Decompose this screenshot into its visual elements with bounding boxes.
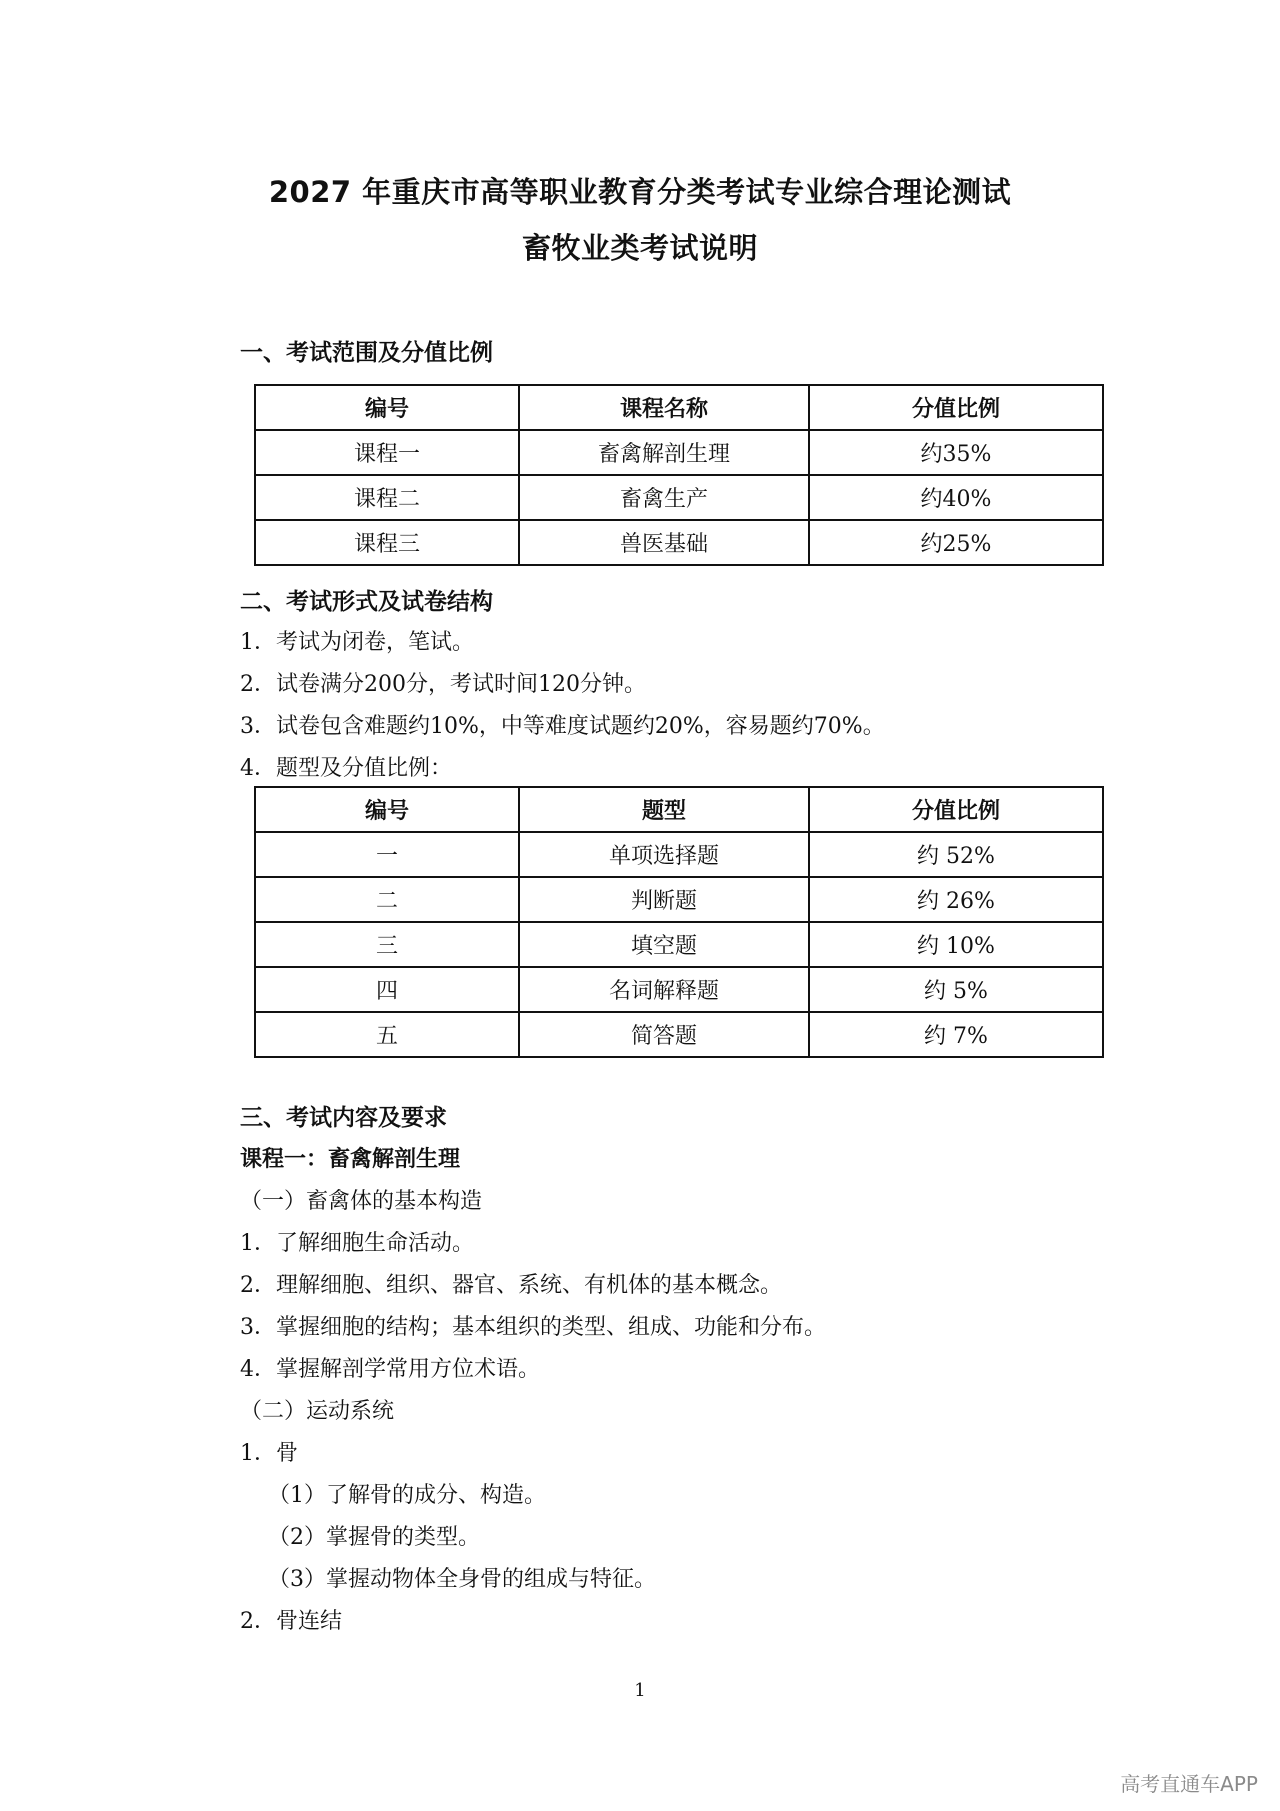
table-row bbox=[255, 967, 1103, 1012]
table-cell: 约25% bbox=[809, 520, 1103, 565]
table-header-cell: 编号 bbox=[255, 787, 519, 832]
sub-list-item: （3）掌握动物体全身骨的组成与特征。 bbox=[268, 1567, 656, 1592]
table-cell: 判断题 bbox=[519, 877, 809, 922]
page-number: 1 bbox=[634, 1680, 646, 1701]
table-row bbox=[255, 922, 1103, 967]
table-row bbox=[255, 832, 1103, 877]
table-header-cell: 题型 bbox=[519, 787, 809, 832]
app-watermark: 高考直通车APP bbox=[1120, 1772, 1258, 1796]
table-cell: 畜禽解剖生理 bbox=[519, 430, 809, 475]
table-cell: 课程三 bbox=[255, 520, 519, 565]
table-header-cell: 分值比例 bbox=[809, 385, 1103, 430]
list-item: 1．了解细胞生命活动。 bbox=[240, 1231, 474, 1256]
sub-list-item: （2）掌握骨的类型。 bbox=[268, 1525, 480, 1550]
table-row bbox=[255, 520, 1103, 565]
table-cell: 约 26% bbox=[809, 877, 1103, 922]
table-cell: 约 10% bbox=[809, 922, 1103, 967]
table-header-row bbox=[255, 787, 1103, 832]
list-item: 3．掌握细胞的结构；基本组织的类型、组成、功能和分布。 bbox=[240, 1315, 826, 1340]
section-heading-format: 二、考试形式及试卷结构 bbox=[240, 589, 493, 615]
table-header-cell: 编号 bbox=[255, 385, 519, 430]
section-heading-scope: 一、考试范围及分值比例 bbox=[240, 340, 493, 366]
list-item: 1．考试为闭卷，笔试。 bbox=[240, 630, 474, 655]
question-type-table bbox=[254, 786, 1104, 1058]
table-cell: 课程一 bbox=[255, 430, 519, 475]
table-cell: 畜禽生产 bbox=[519, 475, 809, 520]
document-subtitle: 畜牧业类考试说明 bbox=[521, 231, 758, 265]
table-cell: 名词解释题 bbox=[519, 967, 809, 1012]
table-cell: 兽医基础 bbox=[519, 520, 809, 565]
table-cell: 三 bbox=[255, 922, 519, 967]
table-header-cell: 课程名称 bbox=[519, 385, 809, 430]
section-heading-content: 三、考试内容及要求 bbox=[240, 1105, 447, 1131]
table-header-cell: 分值比例 bbox=[809, 787, 1103, 832]
table-header-row bbox=[255, 385, 1103, 430]
table-cell: 约35% bbox=[809, 430, 1103, 475]
table-cell: 约 5% bbox=[809, 967, 1103, 1012]
table-cell: 填空题 bbox=[519, 922, 809, 967]
table-cell: 二 bbox=[255, 877, 519, 922]
table-row bbox=[255, 475, 1103, 520]
subsection-heading: （一）畜禽体的基本构造 bbox=[240, 1189, 483, 1214]
course-score-table bbox=[254, 384, 1104, 566]
table-cell: 单项选择题 bbox=[519, 832, 809, 877]
table-row bbox=[255, 1012, 1103, 1057]
sub-list-item: （1）了解骨的成分、构造。 bbox=[268, 1483, 546, 1508]
subsection-heading: （二）运动系统 bbox=[240, 1399, 395, 1424]
table-cell: 约 7% bbox=[809, 1012, 1103, 1057]
table-cell: 五 bbox=[255, 1012, 519, 1057]
table-cell: 四 bbox=[255, 967, 519, 1012]
table-row bbox=[255, 877, 1103, 922]
list-item: 1．骨 bbox=[240, 1441, 298, 1466]
table-cell: 约40% bbox=[809, 475, 1103, 520]
course-heading: 课程一：畜禽解剖生理 bbox=[240, 1147, 461, 1172]
list-item: 2．试卷满分200分，考试时间120分钟。 bbox=[240, 672, 646, 697]
list-item: 3．试卷包含难题约10%，中等难度试题约20%，容易题约70%。 bbox=[240, 714, 885, 739]
table-cell: 一 bbox=[255, 832, 519, 877]
document-title: 2027 年重庆市高等职业教育分类考试专业综合理论测试 bbox=[268, 175, 1012, 209]
table-row bbox=[255, 430, 1103, 475]
list-item: 2．骨连结 bbox=[240, 1609, 342, 1634]
table-cell: 课程二 bbox=[255, 475, 519, 520]
table-cell: 简答题 bbox=[519, 1012, 809, 1057]
list-item: 2．理解细胞、组织、器官、系统、有机体的基本概念。 bbox=[240, 1273, 782, 1298]
list-item: 4．掌握解剖学常用方位术语。 bbox=[240, 1357, 540, 1382]
list-item: 4．题型及分值比例： bbox=[240, 756, 452, 781]
table-cell: 约 52% bbox=[809, 832, 1103, 877]
